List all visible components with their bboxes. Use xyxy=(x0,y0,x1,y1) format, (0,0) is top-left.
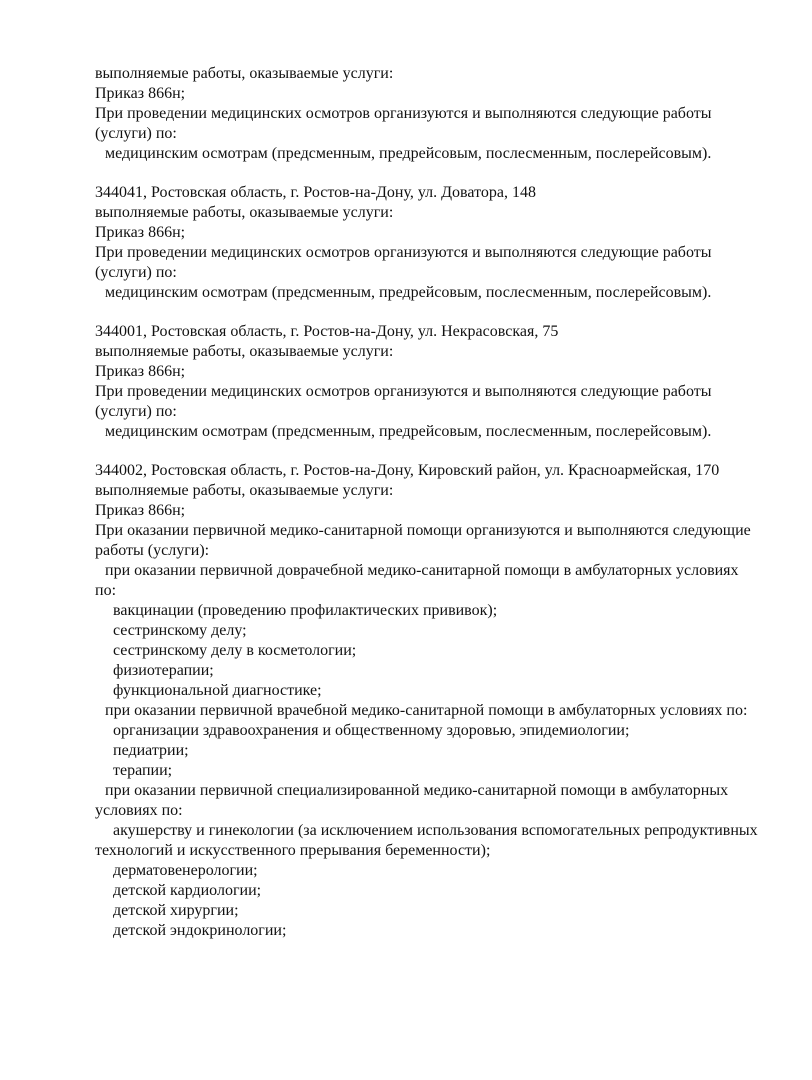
service-item: медицинским осмотрам (предсменным, предрейсовым, послесменным, послерейсовым). xyxy=(105,145,712,162)
document-line: (услуги) по: xyxy=(95,125,177,142)
service-item: медицинским осмотрам (предсменным, предрейсовым, послесменным, послерейсовым). xyxy=(105,423,712,440)
works-services-heading: выполняемые работы, оказываемые услуги: xyxy=(95,482,394,499)
address-line: 344041, Ростовская область, г. Ростов-на-Дону, ул. Доватора, 148 xyxy=(95,184,536,201)
service-item: сестринскому делу; xyxy=(113,622,247,639)
service-item: акушерству и гинекологии (за исключением использования вспомогательных репродуктивных xyxy=(113,822,758,839)
address-line: 344002, Ростовская область, г. Ростов-на-Дону, Кировский район, ул. Красноармейская, 170 xyxy=(95,462,720,479)
address-line: 344001, Ростовская область, г. Ростов-на-Дону, ул. Некрасовская, 75 xyxy=(95,323,559,340)
service-group-heading: при оказании первичной доврачебной медико-санитарной помощи в амбулаторных условиях xyxy=(105,562,739,579)
document-line: технологий и искусственного прерывания беременности); xyxy=(95,842,491,859)
service-item: терапии; xyxy=(113,762,173,779)
document-line: (услуги) по: xyxy=(95,403,177,420)
document-line: (услуги) по: xyxy=(95,264,177,281)
service-item: функциональной диагностике; xyxy=(113,682,322,699)
service-item: детской кардиологии; xyxy=(113,882,262,899)
service-item: физиотерапии; xyxy=(113,662,214,679)
document-content xyxy=(95,64,776,941)
service-item: сестринскому делу в косметологии; xyxy=(113,642,357,659)
service-item: вакцинации (проведению профилактических прививок); xyxy=(113,602,498,619)
document-line: работы (услуги): xyxy=(95,542,210,559)
document-line: При проведении медицинских осмотров организуются и выполняются следующие работы xyxy=(95,105,712,122)
order-reference: Приказ 866н; xyxy=(95,363,186,380)
services-block-krasnoarmeyskaya-170 xyxy=(95,461,776,941)
works-services-heading: выполняемые работы, оказываемые услуги: xyxy=(95,343,394,360)
document-line: по: xyxy=(95,582,117,599)
document-line: При оказании первичной медико-санитарной помощи организуются и выполняются следующие xyxy=(95,522,751,539)
service-item: педиатрии; xyxy=(113,742,189,759)
document-line: условиях по: xyxy=(95,802,183,819)
services-block-intro xyxy=(95,64,776,164)
service-group-heading: при оказании первичной специализированной медико-санитарной помощи в амбулаторных xyxy=(105,782,729,799)
service-group-heading: при оказании первичной врачебной медико-санитарной помощи в амбулаторных условиях по: xyxy=(105,702,748,719)
service-item: детской хирургии; xyxy=(113,902,239,919)
order-reference: Приказ 866н; xyxy=(95,85,186,102)
services-block-nekrasovskaya-75 xyxy=(95,322,776,442)
services-block-dovatora-148 xyxy=(95,183,776,303)
works-services-heading: выполняемые работы, оказываемые услуги: xyxy=(95,204,394,221)
service-item: детской эндокринологии; xyxy=(113,922,287,939)
service-item: организации здравоохранения и общественному здоровью, эпидемиологии; xyxy=(113,722,630,739)
document-line: При проведении медицинских осмотров организуются и выполняются следующие работы xyxy=(95,383,712,400)
service-item: дерматовенерологии; xyxy=(113,862,258,879)
service-item: медицинским осмотрам (предсменным, предрейсовым, послесменным, послерейсовым). xyxy=(105,284,712,301)
works-services-heading: выполняемые работы, оказываемые услуги: xyxy=(95,65,394,82)
order-reference: Приказ 866н; xyxy=(95,502,186,519)
document-line: При проведении медицинских осмотров организуются и выполняются следующие работы xyxy=(95,244,712,261)
order-reference: Приказ 866н; xyxy=(95,224,186,241)
